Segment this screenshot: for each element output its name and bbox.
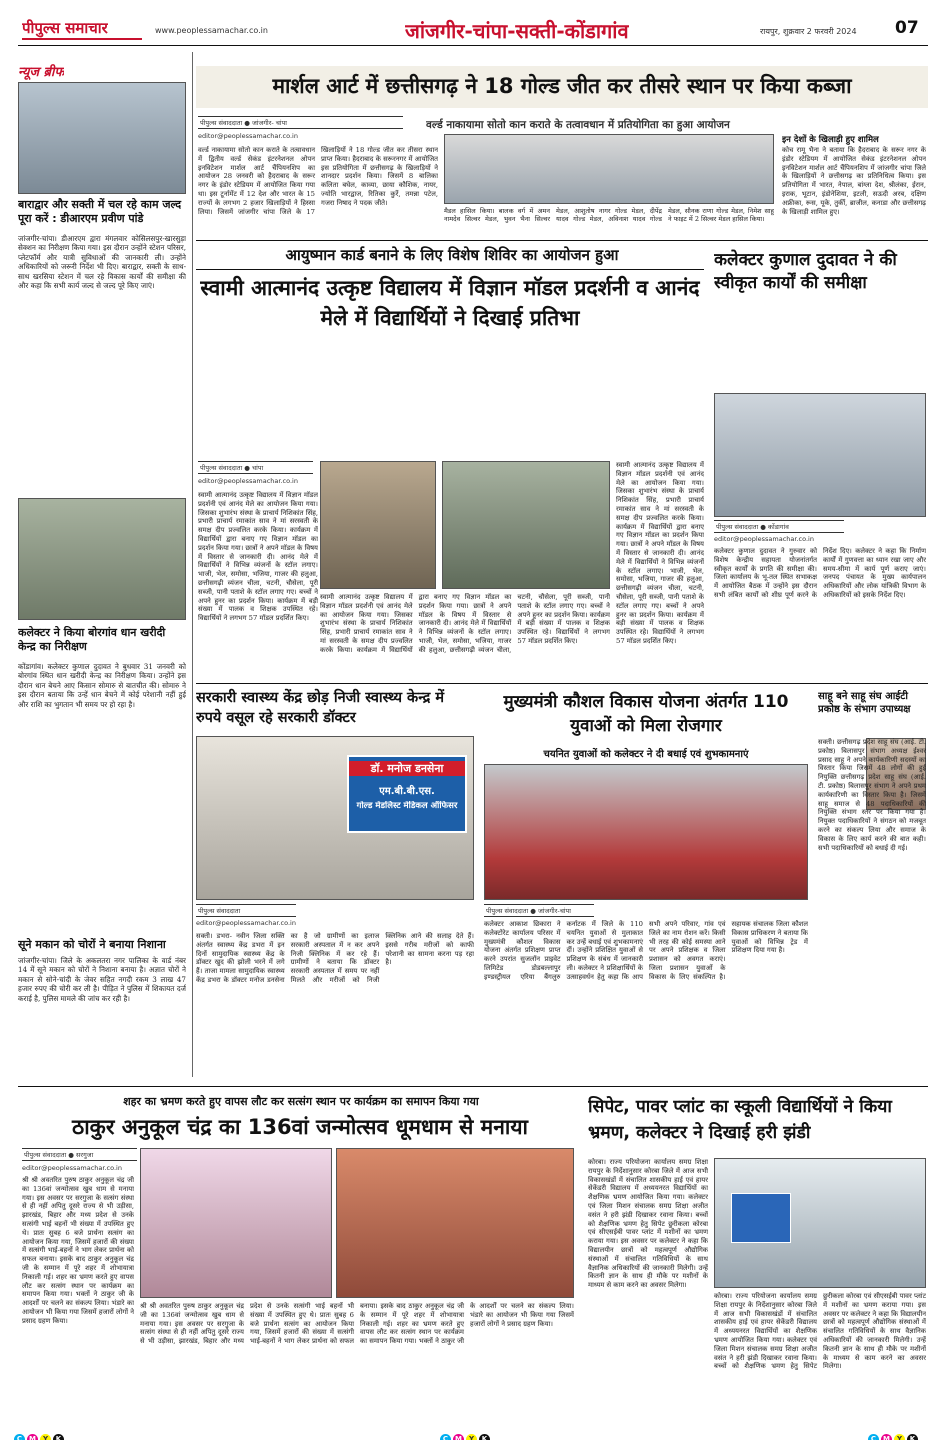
collector-headline: कलेक्टर कुणाल दुदावत ने की स्वीकृत कार्यों की समीक्षा [714, 250, 897, 293]
cyan-mark: C [440, 1434, 451, 1440]
brief-headline-3: सूने मकान को चोरों ने बनाया निशाना [18, 938, 166, 951]
clinic-sign-title: गोल्ड मेडलिस्ट मेडिकल ऑफिसर [356, 801, 458, 811]
clinic-photo [196, 736, 474, 900]
health-byline: पीपुल्स संवाददाता [196, 904, 296, 917]
karate-team-photo [444, 134, 774, 204]
lead-headline: मार्शल आर्ट में छत्तीसगढ़ ने 18 गोल्ड जीत कर तीसरे स्थान पर किया कब्जा [272, 74, 852, 98]
black-mark: K [479, 1434, 490, 1440]
brief-body-3: जांजगीर-चांपा। जिले के अकलतरा नगर पालिका के वार्ड नंबर 14 में सूने मकान को चोरों ने निशाना बनाया है। अज्ञात चोरों ने मकान से सोने-चांदी के जेवर सहित नगदी रकम 3 लाख 47 हजार रुपए की चोरी कर ली है। पीड़ित ने पुलिस में शिकायत दर्ज कराई है, पुलिस मामले की जांच कर रही है। [18, 956, 186, 1003]
thakur-body: श्री श्री अवतरित पुरुष ठाकुर अनुकूल चंद्र जी का 136वां जन्मोत्सव खुब धाम से मनाया गया। इस अवसर पर सरगुजा के सत्संग संस्था से ही नहीं अपितु दूसरे राज्य से भी उड़ीसा, झारखंड, बिहार और मध्य प्रदेश से उनके सत्संगी भाई बहनों भी संख्या में उपस्थित हुए थे। प्रातः सुबह 6 बजे प्रार्थना सत्संग का आयोजन किया गया, जिसमें हजारों की संख्या में सत्संगी भाई-बहनों ने भाग लेकर प्रार्थना को सफल बनाया। इसके बाद ठाकुर अनुकूल चंद्र जी के सम्मान में पूरे शहर में शोभायात्रा निकाली गई। शहर का भ्रमण करते हुए वापस लौट कर सत्संग स्थान पर कार्यक्रम का समापन किया गया। भक्तों ने ठाकुर जी के आदर्शों पर चलने का संकल्प लिया। भंडारे का आयोजन भी किया गया जिसमें हजारों लोगों ने प्रसाद ग्रहण किया। [22, 1176, 134, 1325]
yellow-mark: Y [466, 1434, 477, 1440]
brief-headline-2: कलेक्टर ने किया बोरगांव धान खरीदी केन्द्र का निरीक्षण [18, 626, 166, 653]
sahu-body: सक्ती। छत्तीसगढ़ प्रदेश साहू संघ (आई. टी. प्रकोष्ठ) बिलासपुर संभाग अध्यक्ष ईश्वर प्रसाद साहू ने अपने कार्यकारिणी सदस्यों का विस्तार किया जिसमें 48 लोगों की हुई नियुक्ति छत्तीसगढ़ प्रदेश साहू संघ (आई. टी. प्रकोष्ठ) बिलासपुर संभाग ने अपने प्रथम कार्यकारिणी का विस्तार किया है। जिसमें साहू समाज से 48 पदाधिकारियों की नियुक्ति संभाग स्तर पर किया गया है। नियुक्त पदाधिकारियों ने संगठन को मजबूत करने का संकल्प लिया और समाज के विकास के लिए कार्य करने की बात कही। सभी पदाधिकारियों को बधाई दी गई। [818, 738, 926, 852]
thakur-email[interactable]: editor@peoplessamachar.co.in [22, 1164, 122, 1172]
skill-body: कलेक्टर आकाश छिकारा ने कलेक्टोरेट कार्यालय परिसर में मुख्यमंत्री कौशल विकास योजना अंतर्गत प्रशिक्षण प्राप्त करने उपरांत सुजलॉन प्राइवेट लिमिटेड डोडबल्लापुर इण्डस्ट्रीयल एरिया बैंगलुरु कर्नाटक में जिले के 110 चयनित युवाओं से मुलाकात कर उन्हें बधाई एवं शुभकामनाएं दीं। उन्होंने प्रशिक्षित युवाओं से प्रशिक्षण के संबंध में जानकारी ली। कलेक्टर ने प्रशिक्षार्थियों के उत्साहवर्धन हेतु कहा कि आप सभी अपने परिवार, गांव एवं जिले का नाम रोशन करें। किसी भी तरह की कोई समस्या आने पर अपने प्रशिक्षक व जिला प्रशासन को अवगत कराएं। जिला प्रशासन युवाओं के विकास के लिए संकल्पित है। सहायक संचालक जिला कौशल विकास प्राधिकरण ने बताया कि युवाओं को विभिन्न ट्रेड में प्रशिक्षण दिया गया है। [484, 920, 808, 981]
lower-rule [18, 1086, 928, 1087]
skill-byline: पीपुल्स संवाददाता ● जांजगीर-चांपा [484, 904, 594, 917]
devotees-photo [336, 1148, 574, 1298]
lead-byline-name: पीपुल्स संवाददाता [200, 119, 243, 127]
collector-byline-name: पीपुल्स संवाददाता [716, 523, 759, 531]
cipet-body: कोरबा। राज्य परियोजना कार्यालय समग्र शिक्षा रायपुर के निर्देशानुसार कोरबा जिले में आज सभी विकासखंडों में संचालित शासकीय हाई एवं हायर सेकेंडरी विद्यालय में अध्ययनरत विद्यार्थियों का शैक्षणिक भ्रमण आयोजित किया गया। कलेक्टर एवं जिला मिशन संचालक समग्र शिक्षा अजीत वसंत ने हरी झंडी दिखाकर रवाना किया। बच्चों को शैक्षणिक भ्रमण हेतु सिपेट छुरीकला कोरबा एवं सीएसईबी पावर प्लांट में मशीनों का भ्रमण कराया गया। इस अवसर पर कलेक्टर ने कहा कि विद्यालयीन छात्रों को महत्वपूर्ण औद्योगिक संस्थाओं में संचालित गतिविधियों के साथ वैज्ञानिक अधिकारियों की जानकारी मिलेगी। उन्हें कितनी ज्ञान के साथ ही मौके पर मशीनों के माध्यम से काम करने का अवसर मिलेगा। [588, 1158, 708, 1290]
news-brief-column [18, 50, 188, 1080]
school-byline: पीपुल्स संवाददाता ● चांपा [198, 461, 313, 474]
lead-side-head: इन देशों के खिलाड़ी हुए शामिल [782, 135, 879, 145]
paddy-photo [18, 498, 186, 620]
brief-body-2: कोंडागांव। कलेक्टर कुणाल दुदावत ने बुधवार 31 जनवरी को बोरगांव स्थित धान खरीदी केन्द्र का निरीक्षण किया। उन्होंने इस दौरान धान बेचने आए किसान सोमारु से बातचीत की। सोमारु ने इस दौरान बताया कि उन्हें धान बेचने में कोई परेशानी नहीं हुई और राशि का भुगतान भी समय पर हो रहा है। [18, 662, 186, 709]
magenta-mark: M [27, 1434, 38, 1440]
cipet-story [584, 1090, 928, 1420]
thakur-kicker: शहर का भ्रमण करते हुए वापस लौट कर सत्संग स्थान पर कार्यक्रम का समापन किया गया [123, 1095, 479, 1108]
school-body-right: स्वामी आत्मानंद उत्कृष्ट विद्यालय में विज्ञान मॉडल प्रदर्शनी एवं आनंद मेले का आयोजन किया गया। जिसका शुभारंभ संस्था के प्राचार्य निशिकांत सिंह, प्रभारी प्राचार्य रमाकांत साव ने मां सरस्वती के समक्ष दीप प्रज्वलित करके किया। कार्यक्रम में विद्यार्थियों द्वारा बनाए गए विज्ञान मॉडल का प्रदर्शन किया गया। छात्रों ने अपने मॉडल के विषय में विस्तार से जानकारी दी। आनंद मेले में विद्यार्थियों ने विभिन्न व्यंजनों के स्टॉल लगाए। भाजी, भेल, समोसा, भजिया, गाजर की हलुआ, छत्तीसगढ़ी व्यंजन चीला, चटनी, चौसेला, पूरी सब्जी, पानी पताशे के स्टॉल लगाए गए। बच्चों ने अपने हुनर का प्रदर्शन किया। कार्यक्रम में बड़ी संख्या में पालक व शिक्षक उपस्थित रहे। विद्यार्थियों ने लगभग 57 मॉडल प्रदर्शित किए। [616, 461, 704, 645]
cipet-body-cont: कोरबा। राज्य परियोजना कार्यालय समग्र शिक्षा रायपुर के निर्देशानुसार कोरबा जिले में आज सभी विकासखंडों में संचालित शासकीय हाई एवं हायर सेकेंडरी विद्यालय में अध्ययनरत विद्यार्थियों का शैक्षणिक भ्रमण आयोजित किया गया। कलेक्टर एवं जिला मिशन संचालक समग्र शिक्षा अजीत वसंत ने हरी झंडी दिखाकर रवाना किया। बच्चों को शैक्षणिक भ्रमण हेतु सिपेट छुरीकला कोरबा एवं सीएसईबी पावर प्लांट में मशीनों का भ्रमण कराया गया। इस अवसर पर कलेक्टर ने कहा कि विद्यालयीन छात्रों को महत्वपूर्ण औद्योगिक संस्थाओं में संचालित गतिविधियों के साथ वैज्ञानिक अधिकारियों की जानकारी मिलेगी। उन्हें कितनी ज्ञान के साथ ही मौके पर मशीनों के माध्यम से काम करने का अवसर मिलेगा। [714, 1292, 926, 1371]
ayushman-rule [196, 269, 704, 270]
lead-email[interactable]: editor@peoplessamachar.co.in [198, 132, 298, 140]
cyan-mark: C [868, 1434, 879, 1440]
school-body: स्वामी आत्मानंद उत्कृष्ट विद्यालय में विज्ञान मॉडल प्रदर्शनी एवं आनंद मेले का आयोजन किया गया। जिसका शुभारंभ संस्था के प्राचार्य निशिकांत सिंह, प्रभारी प्राचार्य रमाकांत साव ने मां सरस्वती के समक्ष दीप प्रज्वलित करके किया। कार्यक्रम में विद्यार्थियों द्वारा बनाए गए विज्ञान मॉडल का प्रदर्शन किया गया। छात्रों ने अपने मॉडल के विषय में विस्तार से जानकारी दी। आनंद मेले में विद्यार्थियों ने विभिन्न व्यंजनों के स्टॉल लगाए। भाजी, भेल, समोसा, भजिया, गाजर की हलुआ, छत्तीसगढ़ी व्यंजन चीला, चटनी, चौसेला, पूरी सब्जी, पानी पताशे के स्टॉल लगाए गए। बच्चों ने अपने हुनर का प्रदर्शन किया। कार्यक्रम में बड़ी संख्या में पालक व शिक्षक उपस्थित रहे। विद्यार्थियों ने लगभग 57 मॉडल प्रदर्शित किए। [198, 491, 318, 623]
clinic-sign [347, 755, 467, 833]
sahu-headline: साहू बने साहू संघ आईटी प्रकोष्ठ के संभाग उपाध्यक्ष [818, 691, 911, 715]
health-body: सक्ती। डभरा- नवीन जिला सक्ति अंतर्गत स्वास्थ्य केंद्र डभरा में इन दिनों सामुदायिक स्वास्थ्य केंद्र के डॉक्टर खुद की झोली भरने में लगे हैं। ताजा मामला सामुदायिक स्वास्थ्य केंद्र डभरा के डॉक्टर मनोज डनसेना का है जो ग्रामीणों का इलाज सरकारी अस्पताल में न कर अपने निजी क्लिनिक में कर रहे हैं। ग्रामीणों ने बताया कि डॉक्टर सरकारी अस्पताल में समय पर नहीं मिलते और मरीजों को निजी क्लिनिक आने की सलाह देते हैं। इससे गरीब मरीजों को काफी परेशानी का सामना करना पड़ रहा है। [196, 932, 474, 984]
bus-flagoff-photo [714, 1158, 926, 1288]
lead-body: वर्ल्ड नाकायामा सोतो कान कराते के तत्वावधान में द्वितीय वर्ल्ड सेकंड इंटरनेशनल ओपन इनविटेशन मार्शल आर्ट चैंपियनशिप का आयोजन 28 जनवरी को हैदराबाद के सरूर नगर के इंडोर स्टेडियम में आयोजित किया गया था। इस टूर्नामेंट में 12 देश और भारत के 15 राज्यों के लगभग 2 हजार खिलाड़ियों ने हिस्सा लिया। जिसमें जांजगीर चांपा जिले के 17 खिलाड़ियों ने 18 गोल्ड जीत कर तीसरा स्थान प्राप्त किया। हैदराबाद के सरूरनगर में आयोजित इस प्रतियोगिता में छत्तीसगढ़ के खिलाड़ियों ने शानदार प्रदर्शन किया। जिसमें 8 बालिका कलिता बघेल, काव्या, छाया कौशिक, नायर, ज्योति भारद्वाज, रितिका कुर्रे, तमन्ना पटेल, गजरा निषाद ने पदक जीते। [198, 146, 438, 216]
bus-banner [731, 1193, 791, 1243]
brief-body-1: जांजगीर-चांपा। डीआरएम द्वारा मंगलवार कोसिलसपुर-खारसुड़ा सेक्शन का निरीक्षण किया गया। इस दौरान उन्होंने स्टेशन परिसर, प्लेटफॉर्म और यात्री सुविधाओं की जानकारी ली। उन्होंने अधिकारियों को जरूरी निर्देश भी दिए। बाराद्वार, सक्ती के साथ-साथ खरसिया स्टेशन में चल रहे विकास कार्यों की समीक्षा की और कहा कि सभी कार्य जल्द से जल्द पूरे किए जाएं। [18, 234, 186, 291]
lead-bottom-rule [196, 240, 928, 241]
shrine-photo [140, 1148, 332, 1298]
header-rule [18, 45, 928, 46]
black-mark: K [53, 1434, 64, 1440]
railway-photo [18, 82, 186, 194]
skill-deck: चयनित युवाओं को कलेक्टर ने दी बधाई एवं शुभकामनाएं [543, 749, 749, 760]
school-story [196, 243, 704, 683]
collector-byline-place: कोंडागांव [768, 523, 789, 531]
page-number: 07 [895, 18, 919, 38]
collector-byline: पीपुल्स संवाददाता ● कोंडागांव [714, 520, 844, 533]
magenta-mark: M [453, 1434, 464, 1440]
thakur-byline: पीपुल्स संवाददाता ● सरगुजा [22, 1148, 137, 1161]
lead-caption: मैडल हासिल किया। बालक वर्ग में अमन नामदेव सिल्वर मेडल, भुवन भैना सिल्वर मेडल, आशुतोष नागर गोल्ड मेडल, दीपेंद्र यादव गोल्ड मेडल, अविनाश यादव गोल्ड मेडल, सौनक राणा गोल्ड मेडल, निमेश साहू ने फाइट में 2 सिल्वर मेडल हासिल किया। [444, 207, 774, 223]
lead-side-body: कोच रामू भैना ने बताया कि हैदराबाद के सरूर नगर के इंडोर स्टेडियम में आयोजित सेकंड इंटरनेशनल ओपन इनविटेशन मार्शल आर्ट चैंपियनशिप में जांजगीर चांपा जिले के खिलाड़ियों ने छत्तीसगढ़ का प्रतिनिधित्व किया। इस प्रतियोगिता में भारत, नेपाल, बांग्ला देश, श्रीलंका, ईरान, इराक, भूटान, इंडोनेशिया, इटली, सऊदी अरब, दक्षिण अफ्रीका, रूस, यूके, तुर्की, ब्राजील, कनाडा और छत्तीसगढ़ के खिलाड़ी शामिल हुए। [782, 146, 926, 216]
magenta-mark: M [881, 1434, 892, 1440]
youths-photo [484, 764, 808, 900]
website[interactable]: www.peoplessamachar.co.in [155, 26, 268, 35]
masthead-underline [22, 38, 142, 40]
cipet-headline: सिपेट, पावर प्लांट का स्कूली विद्यार्थियों ने किया भ्रमण, कलेक्टर ने दिखाई हरी झंडी [588, 1097, 892, 1143]
school-body-cont: स्वामी आत्मानंद उत्कृष्ट विद्यालय में विज्ञान मॉडल प्रदर्शनी एवं आनंद मेले का आयोजन किया गया। जिसका शुभारंभ संस्था के प्राचार्य निशिकांत सिंह, प्रभारी प्राचार्य रमाकांत साव ने मां सरस्वती के समक्ष दीप प्रज्वलित करके किया। कार्यक्रम में विद्यार्थियों द्वारा बनाए गए विज्ञान मॉडल का प्रदर्शन किया गया। छात्रों ने अपने मॉडल के विषय में विस्तार से जानकारी दी। आनंद मेले में विद्यार्थियों ने विभिन्न व्यंजनों के स्टॉल लगाए। भाजी, भेल, समोसा, भजिया, गाजर की हलुआ, छत्तीसगढ़ी व्यंजन चीला, चटनी, चौसेला, पूरी सब्जी, पानी पताशे के स्टॉल लगाए गए। बच्चों ने अपने हुनर का प्रदर्शन किया। कार्यक्रम में बड़ी संख्या में पालक व शिक्षक उपस्थित रहे। विद्यार्थियों ने लगभग 57 मॉडल प्रदर्शित किए। [320, 593, 610, 654]
lead-story [196, 50, 928, 240]
page-header [0, 0, 945, 46]
lead-deck: वर्ल्ड नाकायामा सोतो कान कराते के तत्वावधान में प्रतियोगिता का हुआ आयोजन [426, 119, 730, 131]
skill-story [480, 686, 810, 1086]
thakur-story [18, 1090, 578, 1420]
thakur-byline-name: पीपुल्स संवाददाता [24, 1151, 67, 1159]
health-email[interactable]: editor@peoplessamachar.co.in [196, 919, 296, 927]
footer-color-marks-left [14, 1426, 94, 1440]
brief-tag: न्यूज ब्रीफ [18, 65, 65, 80]
science-fair-photo-2 [442, 461, 610, 589]
brief-headline-1: बाराद्वार और सक्ती में चल रहे काम जल्द पूरा करें : डीआरएम प्रवीण पांडे [18, 198, 182, 225]
collector-email[interactable]: editor@peoplessamachar.co.in [714, 535, 814, 543]
thakur-body-cont: श्री श्री अवतरित पुरुष ठाकुर अनुकूल चंद्र जी का 136वां जन्मोत्सव खुब धाम से मनाया गया। इस अवसर पर सरगुजा के सत्संग संस्था से ही नहीं अपितु दूसरे राज्य से भी उड़ीसा, झारखंड, बिहार और मध्य प्रदेश से उनके सत्संगी भाई बहनों भी संख्या में उपस्थित हुए थे। प्रातः सुबह 6 बजे प्रार्थना सत्संग का आयोजन किया गया, जिसमें हजारों की संख्या में सत्संगी भाई-बहनों ने भाग लेकर प्रार्थना को सफल बनाया। इसके बाद ठाकुर अनुकूल चंद्र जी के सम्मान में पूरे शहर में शोभायात्रा निकाली गई। शहर का भ्रमण करते हुए वापस लौट कर सत्संग स्थान पर कार्यक्रम का समापन किया गया। भक्तों ने ठाकुर जी के आदर्शों पर चलने का संकल्प लिया। भंडारे का आयोजन भी किया गया जिसमें हजारों लोगों ने प्रसाद ग्रहण किया। [140, 1302, 574, 1346]
health-headline: सरकारी स्वास्थ्य केंद्र छोड़ निजी स्वास्थ्य केन्द्र में रुपये वसूल रहे सरकारी डॉक्टर [196, 690, 445, 726]
clinic-sign-name: डॉ. मनोज डनसेना [349, 761, 465, 776]
mid-rule [196, 683, 928, 684]
lead-byline-place: जांजगीर- चांपा [252, 119, 287, 127]
thakur-byline-place: सरगुजा [76, 1151, 94, 1159]
edition-banner: जांजगीर-चांपा-सक्ती-कोंडागांव [405, 19, 629, 43]
sahu-story [816, 686, 928, 1086]
black-mark: K [907, 1434, 918, 1440]
thakur-headline: ठाकुर अनुकूल चंद्र का 136वां जन्मोत्सव धूमधाम से मनाया [72, 1115, 528, 1139]
school-byline-place: चांपा [252, 464, 264, 472]
dateline: रायपुर, शुक्रवार 2 फरवरी 2024 [760, 27, 857, 36]
lead-byline: पीपुल्स संवाददाता ● जांजगीर- चांपा [198, 116, 403, 129]
skill-byline-name: पीपुल्स संवाददाता [486, 907, 529, 915]
ayushman-headline: आयुष्मान कार्ड बनाने के लिए विशेष शिविर का आयोजन हुआ [285, 246, 619, 264]
clinic-sign-degree: एम.बी.बी.एस. [379, 786, 435, 797]
yellow-mark: Y [894, 1434, 905, 1440]
health-story [196, 686, 474, 1086]
yellow-mark: Y [40, 1434, 51, 1440]
skill-headline: मुख्यमंत्री कौशल विकास योजना अंतर्गत 110 युवाओं को मिला रोजगार [503, 692, 789, 736]
collector-review-story [710, 243, 928, 683]
school-email[interactable]: editor@peoplessamachar.co.in [198, 477, 298, 485]
footer-color-marks-right [868, 1426, 944, 1440]
column-divider [192, 52, 193, 1077]
masthead: पीपुल्स समाचार [22, 19, 108, 37]
collector-body: कलेक्टर कुणाल दुदावत ने गुरुवार को विशेष केन्द्रीय सहायता योजनांतर्गत स्वीकृत कार्यों के प्रगति की समीक्षा की। जिला कार्यालय के भू-तल स्थित सभाकक्ष में आयोजित बैठक में उन्होंने इस दौरान सभी लंबित कार्यों को शीघ्र पूर्ण करने के निर्देश दिए। कलेक्टर ने कहा कि निर्माण कार्यों में गुणवत्ता का ध्यान रखा जाए और समय-सीमा में कार्य पूर्ण कराए जाएं। जनपद पंचायत के मुख्य कार्यपालन अधिकारियों और लोक यांत्रिकी विभाग के अधिकारियों को इसके निर्देश दिए। [714, 547, 926, 599]
science-fair-photo-1 [320, 461, 436, 589]
footer-color-marks-center [440, 1426, 520, 1440]
cyan-mark: C [14, 1434, 25, 1440]
meeting-photo [714, 393, 926, 517]
skill-byline-place: जांजगीर-चांपा [538, 907, 571, 915]
school-byline-name: पीपुल्स संवाददाता [200, 464, 243, 472]
school-headline: स्वामी आत्मानंद उत्कृष्ट विद्यालय में विज्ञान मॉडल प्रदर्शनी व आनंद मेले में विद्यार्थियों ने दिखाई प्रतिभा [200, 276, 700, 330]
